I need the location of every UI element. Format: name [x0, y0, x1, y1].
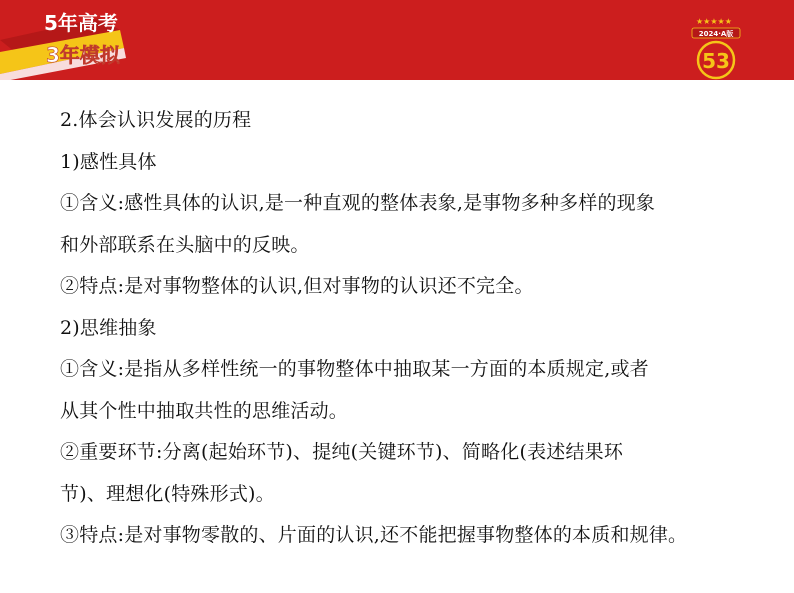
paragraph-line: ①含义:是指从多样性统一的事物整体中抽取某一方面的本质规定,或者 — [60, 358, 649, 380]
paragraph-line: 从其个性中抽取共性的思维活动。 — [60, 399, 349, 422]
paragraph-line: ①含义:感性具体的认识,是一种直观的整体表象,是事物多种多样的现象 — [60, 192, 656, 214]
paragraph-line: ②特点:是对事物整体的认识,但对事物的认识还不完全。 — [60, 275, 534, 297]
content-text — [60, 100, 760, 557]
badge-year-text: 2024·A版 — [698, 30, 734, 38]
svg-text:★★★★★: ★★★★★ — [696, 17, 732, 26]
paragraph-line: 和外部联系在头脑中的反映。 — [60, 233, 310, 256]
subheading-perceptual-concrete: 1)感性具体 — [60, 150, 157, 173]
brand-bottom-text: 3年模拟 — [46, 43, 120, 67]
paragraph-line: ③特点:是对事物零散的、片面的认识,还不能把握事物整体的本质和规律。 — [60, 524, 688, 546]
subheading-thinking-abstraction: 2)思维抽象 — [60, 316, 157, 339]
badge-number-text: 53 — [702, 49, 730, 73]
paragraph-line: 节)、理想化(特殊形式)。 — [60, 482, 275, 505]
section-heading: 2.体会认识发展的历程 — [60, 109, 252, 131]
brand-top-text: 5年高考 — [44, 11, 118, 35]
brand-logo — [0, 0, 140, 82]
paragraph-line: ②重要环节:分离(起始环节)、提纯(关键环节)、简略化(表述结果环 — [60, 441, 624, 463]
badge-logo — [688, 16, 744, 82]
